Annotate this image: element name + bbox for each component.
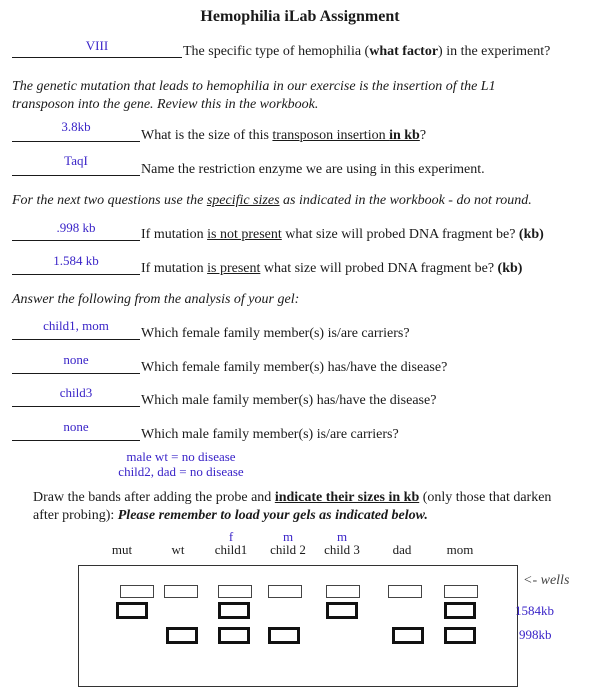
- side-note-male-wt: male wt = no disease: [126, 449, 236, 464]
- gel-diagram: [78, 565, 518, 687]
- side-note-child2-dad: child2, dad = no disease: [118, 464, 244, 479]
- note-specific-sizes: For the next two questions use the specific sizes as indicated in the workbook - do not round.: [12, 193, 532, 208]
- q5-answer-line: [12, 274, 140, 275]
- note-mutation-line2: transposon into the gene. Review this in the workbook.: [12, 97, 319, 112]
- q5-answer[interactable]: 1.584 kb: [53, 253, 99, 268]
- q1-answer[interactable]: VIII: [85, 38, 109, 53]
- band-1584-mut[interactable]: [116, 602, 148, 619]
- q2-answer[interactable]: 3.8kb: [61, 119, 91, 134]
- band-998-wt[interactable]: [166, 627, 198, 644]
- q8-question: Which male family member(s) has/have the disease?: [141, 393, 437, 408]
- lane-child2-sex: m: [282, 529, 294, 544]
- page-title: Hemophilia iLab Assignment: [200, 8, 400, 25]
- q2-answer-line: [12, 141, 140, 142]
- lane-mut-label: mut: [111, 542, 133, 557]
- q1-answer-line: [12, 57, 182, 58]
- q5-question: If mutation is present what size will probed DNA fragment be? (kb): [141, 261, 523, 276]
- q1-question: The specific type of hemophilia (what factor) in the experiment?: [183, 44, 551, 59]
- q6-answer-line: [12, 339, 140, 340]
- wells-label: <- wells: [523, 573, 570, 588]
- well-mut: [120, 585, 154, 598]
- q6-question: Which female family member(s) is/are carriers?: [141, 326, 410, 341]
- well-child1: [218, 585, 252, 598]
- q2-question: What is the size of this transposon insertion in kb?: [141, 128, 427, 143]
- lane-mom-label: mom: [446, 542, 474, 557]
- band-998-child2[interactable]: [268, 627, 300, 644]
- q9-question: Which male family member(s) is/are carriers?: [141, 427, 399, 442]
- note-gel-analysis: Answer the following from the analysis of your gel:: [12, 292, 300, 307]
- q4-question: If mutation is not present what size will probed DNA fragment be? (kb): [141, 227, 544, 242]
- q8-answer[interactable]: child3: [59, 385, 93, 400]
- q9-answer-line: [12, 440, 140, 441]
- band-998-child1[interactable]: [218, 627, 250, 644]
- q3-answer-line: [12, 175, 140, 176]
- q6-answer[interactable]: child1, mom: [43, 318, 109, 333]
- q7-answer[interactable]: none: [63, 352, 89, 367]
- note-mutation-line1: The genetic mutation that leads to hemophilia in our exercise is the insertion of the L1: [12, 79, 496, 94]
- q4-answer[interactable]: .998 kb: [56, 220, 96, 235]
- instructions-line1: Draw the bands after adding the probe and indicate their sizes in kb (only those that darken: [33, 490, 552, 505]
- lane-child2-label: child 2: [270, 542, 306, 557]
- lane-child3-sex: m: [336, 529, 348, 544]
- band-upper-size-label: 1584kb: [515, 603, 554, 618]
- lane-child3-label: child 3: [324, 542, 360, 557]
- lane-child1-sex: f: [228, 529, 234, 544]
- lane-child1-label: child1: [214, 542, 248, 557]
- lane-wt-label: wt: [171, 542, 185, 557]
- band-1584-child1[interactable]: [218, 602, 250, 619]
- band-1584-child3[interactable]: [326, 602, 358, 619]
- lane-dad-label: dad: [392, 542, 412, 557]
- well-mom: [444, 585, 478, 598]
- q8-answer-line: [12, 406, 140, 407]
- well-dad: [388, 585, 422, 598]
- q3-question: Name the restriction enzyme we are using in this experiment.: [141, 162, 485, 177]
- well-wt: [164, 585, 198, 598]
- well-child3: [326, 585, 360, 598]
- band-1584-mom[interactable]: [444, 602, 476, 619]
- instructions-line2: after probing): Please remember to load your gels as indicated below.: [33, 508, 428, 523]
- band-lower-size-label: 998kb: [519, 627, 552, 642]
- q7-answer-line: [12, 373, 140, 374]
- q4-answer-line: [12, 240, 140, 241]
- well-child2: [268, 585, 302, 598]
- band-998-mom[interactable]: [444, 627, 476, 644]
- q3-answer[interactable]: TaqI: [64, 153, 88, 168]
- q7-question: Which female family member(s) has/have the disease?: [141, 360, 448, 375]
- band-998-dad[interactable]: [392, 627, 424, 644]
- q9-answer[interactable]: none: [63, 419, 89, 434]
